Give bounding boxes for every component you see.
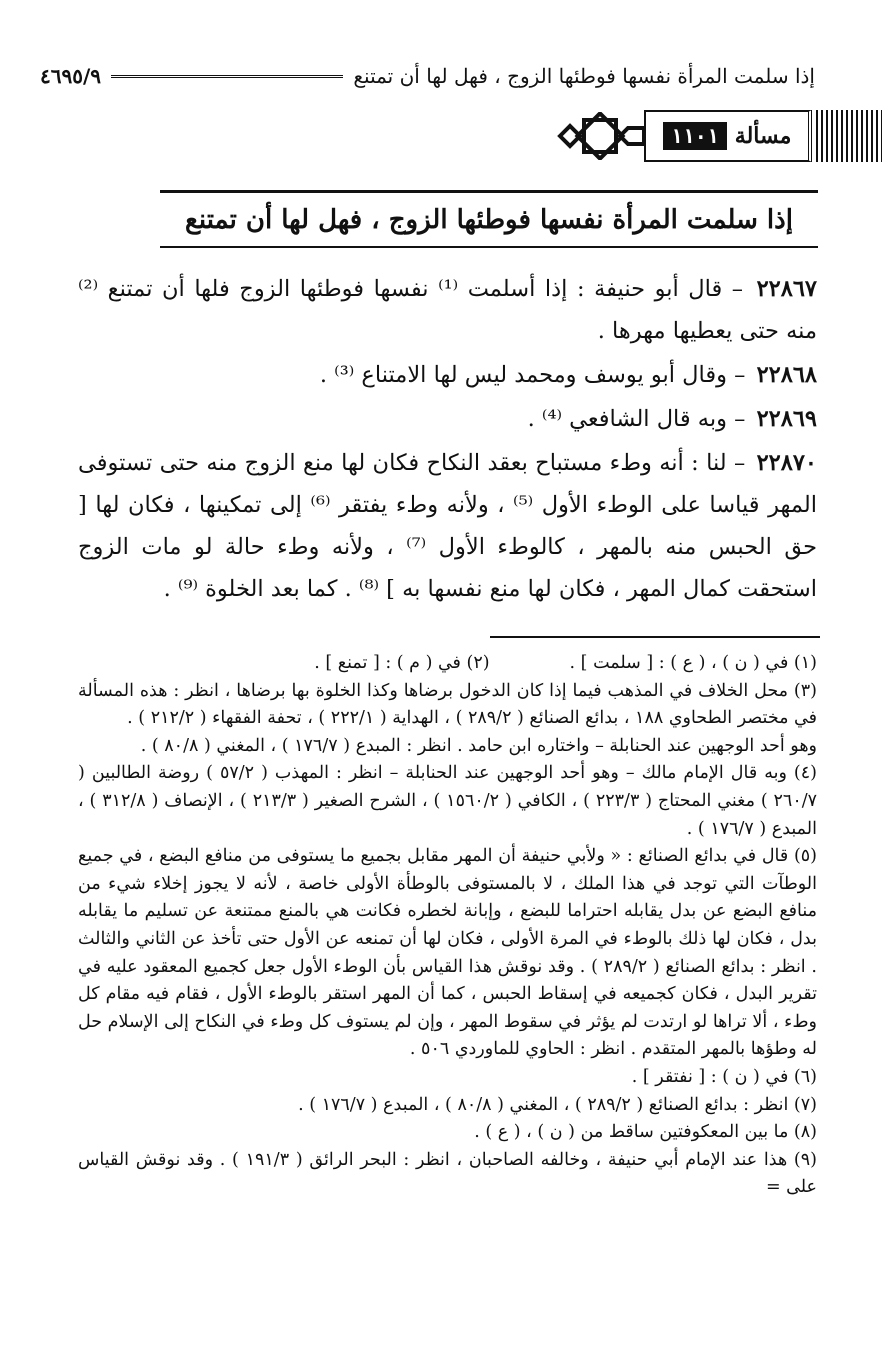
paragraph [78,398,817,440]
interlace-ornament-icon [554,112,650,160]
footnote-9: (٩) هذا عند الإمام أبي حنيفة ، وخالفه الصاحبان ، انظر : البحر الرائق ( ١٩١/٣ ) . وقد نوقش القياس على = [78,1149,817,1198]
paragraph [78,268,817,352]
footnote-pair [78,1064,817,1092]
issue-title: إذا سلمت المرأة نفسها فوطئها الزوج ، فهل لها أن تمتنع [185,205,793,235]
paragraph-text: – لنا : أنه وطء مستباح بعقد النكاح فكان لها منع الزوج منه حتى تستوفى المهر قياسا على الوطء الأول ⁽⁵⁾ ، ولأنه وطء يفتقر ⁽⁶⁾ إلى تمكينها ، فكان لها [ حق الحبس منه بالمهر ، كالوطء الأول ⁽⁷⁾ ، ولأنه وطء حالة لو مات الزوج استحقت كمال المهر ، فكان لها منع نفسها به ] ⁽⁸⁾ . كما بعد الخلوة ⁽⁹⁾ . [78,450,817,602]
issue-label-frame [644,110,812,162]
issue-label: مسألة [734,123,792,149]
paragraph-number: ٢٢٨٦٧ [756,276,817,302]
running-header [40,58,815,94]
header-double-rule [111,75,343,78]
paragraph [78,354,817,396]
footnote-3: (٣) محل الخلاف في المذهب فيما إذا كان الدخول برضاها وكذا الخلوة بها برضاها ، انظر : هذه المسألة في مختصر الطحاوي ١٨٨ ، بدائع الصنائع ( ٢٨٩/٢ ) ، الهداية ( ٢٢٢/١ ) ، تحفة الفقهاء ( ٢١٢/٢ ) . [78,680,817,729]
footnote-4: (٤) وبه قال الإمام مالك – وهو أحد الوجهين عند الحنابلة – انظر : المهذب ( ٥٧/٢ ) روضة الطالبين ( ٢٦٠/٧ ) مغني المحتاج ( ٢٢٣/٣ ) ، الكافي ( ١٥٦٠/٢ ) ، الشرح الصغير ( ٢١٣/٣ ) ، الإنصاف ( ٣١٢/٨ ) ، المبدع ( ١٧٦/٧ ) . [78,763,818,839]
footnote-6: (٦) في ( ن ) : [ نفتقر ] . [631,1066,817,1087]
paragraph-number: ٢٢٨٦٩ [756,406,817,432]
paragraph [78,442,817,610]
paragraph-text: – وبه قال الشافعي ⁽⁴⁾ . [527,406,746,432]
paragraph-number: ٢٢٨٦٨ [756,362,817,388]
footnotes [78,650,817,1202]
issue-number: ١١٠١ [663,122,727,150]
issue-banner [548,110,884,168]
paragraph-number: ٢٢٨٧٠ [756,450,817,476]
footnote-1: (١) في ( ن ) ، ( ع ) : [ سلمت ] . [569,653,817,673]
footnote-3-continued: وهو أحد الوجهين عند الحنابلة – واختاره ابن حامد . انظر : المبدع ( ١٧٦/٧ ) ، المغني ( ٨٠/٨ ) . [140,735,817,756]
paragraph-text: – وقال أبو يوسف ومحمد ليس لها الامتناع ⁽³⁾ . [319,362,746,388]
footnote-8: (٨) ما بين المعكوفتين ساقط من ( ن ) ، ( ع ) . [474,1122,817,1143]
paragraph-text: – قال أبو حنيفة : إذا أسلمت ⁽¹⁾ نفسها فوطئها الزوج فلها أن تمتنع ⁽²⁾ منه حتى يعطيها مهرها . [78,276,817,344]
title-bottom-rule [160,246,818,248]
footnote-7: (٧) انظر : بدائع الصنائع ( ٢٨٩/٢ ) ، المغني ( ٨٠/٨ ) ، المبدع ( ١٧٦/٧ ) . [298,1094,817,1115]
barcode-ornament-icon [816,110,882,162]
running-header-title: إذا سلمت المرأة نفسها فوطئها الزوج ، فهل لها أن تمتنع [353,64,815,88]
footnote-5: (٥) قال في بدائع الصنائع : « ولأبي حنيفة أن المهر مقابل بجميع ما يستوفى من منافع البضع ، في جميع الوطآت التي توجد في هذا الملك ، لا بالمستوفى بالوطأة الأولى خاصة ، لأنه لا يجوز إخلاء شيء من منافع البضع عن بدل يقابله احتراما للبضع ، وإبانة لخطره فكانت هي بالمنع ممتنعة عن تسليم ما يقابله بدل ، فكان لها ذلك بالوطء في المرة الأولى ، فكان لها أن تمنعه عن الأول حتى تأخذ عن الثاني والثالث . انظر : بدائع الصنائع ( ٢٨٩/٢ ) . وقد نوقش هذا القياس بأن الوطء الأول جعل كجميع المعقود عليه في تقرير البدل ، فكان كجميعه في إسقاط الحبس ، كما أن المهر استقر بالوطء الأول ، فقام فيه مقام كل وطء ، ألا تراها لو ارتدت لم يؤثر في سقوط المهر ، وإن لم يستوف كل وطء في النكاح إلى الإسلام حل له وطؤها بالمهر المتقدم . انظر : الحاوي للماوردي ٥٠٦ . [78,846,817,1060]
footnote-pair [78,650,817,678]
title-top-rule [160,190,818,193]
main-text [78,268,817,612]
running-header-page-ref: ٤٦٩٥/٩ [40,64,102,88]
footnote-separator [490,636,820,638]
footnote-2: (٢) في ( م ) : [ تمنع ] . [314,653,490,673]
